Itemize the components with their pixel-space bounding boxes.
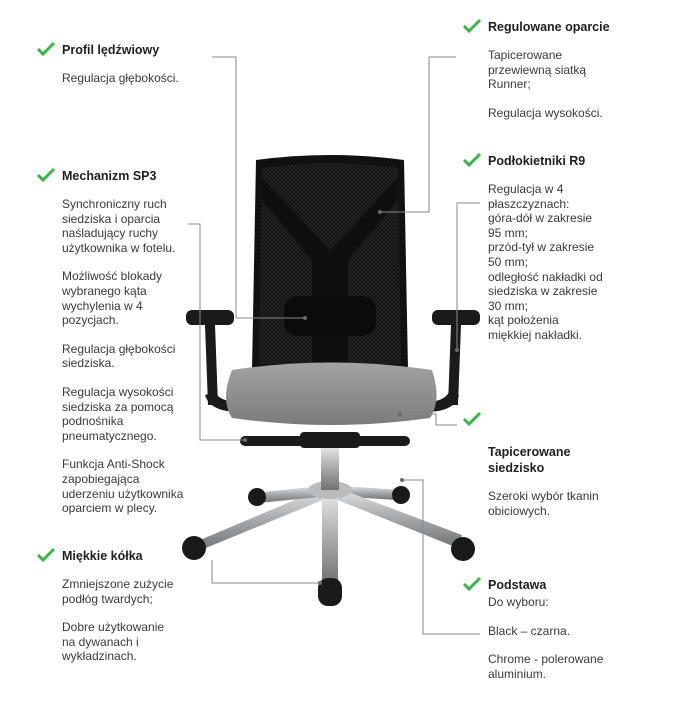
feature-base [462, 577, 603, 695]
feature-lumbar-text-1: Regulacja głębokości. [62, 71, 179, 85]
feature-casters-text-2: Dobre użytkowanie na dywanach i wykładzinach. [62, 620, 165, 664]
feature-mechanism-text-5: Funkcja Anti-Shock zapobiegająca uderzeniu użytkownika oparciem w plecy. [62, 457, 184, 516]
feature-backrest-text-1: Tapicerowane przewiewną siatką Runner; [488, 48, 587, 92]
check-icon [462, 576, 482, 592]
feature-casters-text-1: Zmniejszone zużycie podłóg twardych; [62, 577, 174, 606]
check-icon [462, 18, 482, 34]
feature-lumbar [36, 42, 179, 100]
feature-backrest [462, 19, 610, 134]
feature-seat-title: Tapicerowane siedzisko [462, 412, 599, 476]
check-icon [36, 41, 56, 57]
feature-seat-text-1: Szeroki wybór tkanin obiciowych. [488, 489, 599, 518]
feature-base-text-2: Black – czarna. [488, 623, 571, 638]
feature-backrest-text-2: Regulacja wysokości. [488, 105, 603, 120]
feature-mechanism-text-4: Regulacja wysokości siedziska za pomocą podnośnika pneumatycznego. [62, 384, 174, 443]
feature-base-text-1: Do wyboru: [488, 595, 549, 609]
check-icon [36, 167, 56, 183]
feature-mechanism-text-1: Synchroniczny ruch siedziska i oparcia naśladujący ruchy użytkownika w fotelu. [62, 197, 176, 255]
feature-backrest-title: Regulowane oparcie [462, 19, 610, 35]
feature-base-title: Podstawa [462, 577, 603, 593]
feature-mechanism-text-3: Regulacja głębokości siedziska. [62, 341, 176, 371]
check-icon [462, 152, 482, 168]
feature-lumbar-title: Profil lędźwiowy [36, 42, 179, 58]
feature-base-text-3: Chrome - polerowane aluminium. [488, 652, 604, 681]
feature-casters-title: Miękkie kółka [36, 548, 173, 564]
feature-armrests-text-1: Regulacja w 4 płaszczyznach: góra-dół w zakresie 95 mm; przód-tył w zakresie 50 mm; odległość nakładki od siedziska w zakresie 30 mm; kąt położenia miękkiej nakładki. [488, 182, 603, 342]
feature-armrests-title: Podłokietniki R9 [462, 153, 603, 169]
feature-casters [36, 548, 173, 678]
check-icon [462, 411, 482, 427]
feature-armrests [462, 153, 603, 357]
check-icon [36, 547, 56, 563]
feature-mechanism-text-2: Możliwość blokady wybranego kąta wychylenia w 4 pozycjach. [62, 269, 163, 328]
feature-seat [462, 412, 599, 532]
feature-mechanism [36, 168, 183, 530]
feature-mechanism-title: Mechanizm SP3 [36, 168, 183, 184]
